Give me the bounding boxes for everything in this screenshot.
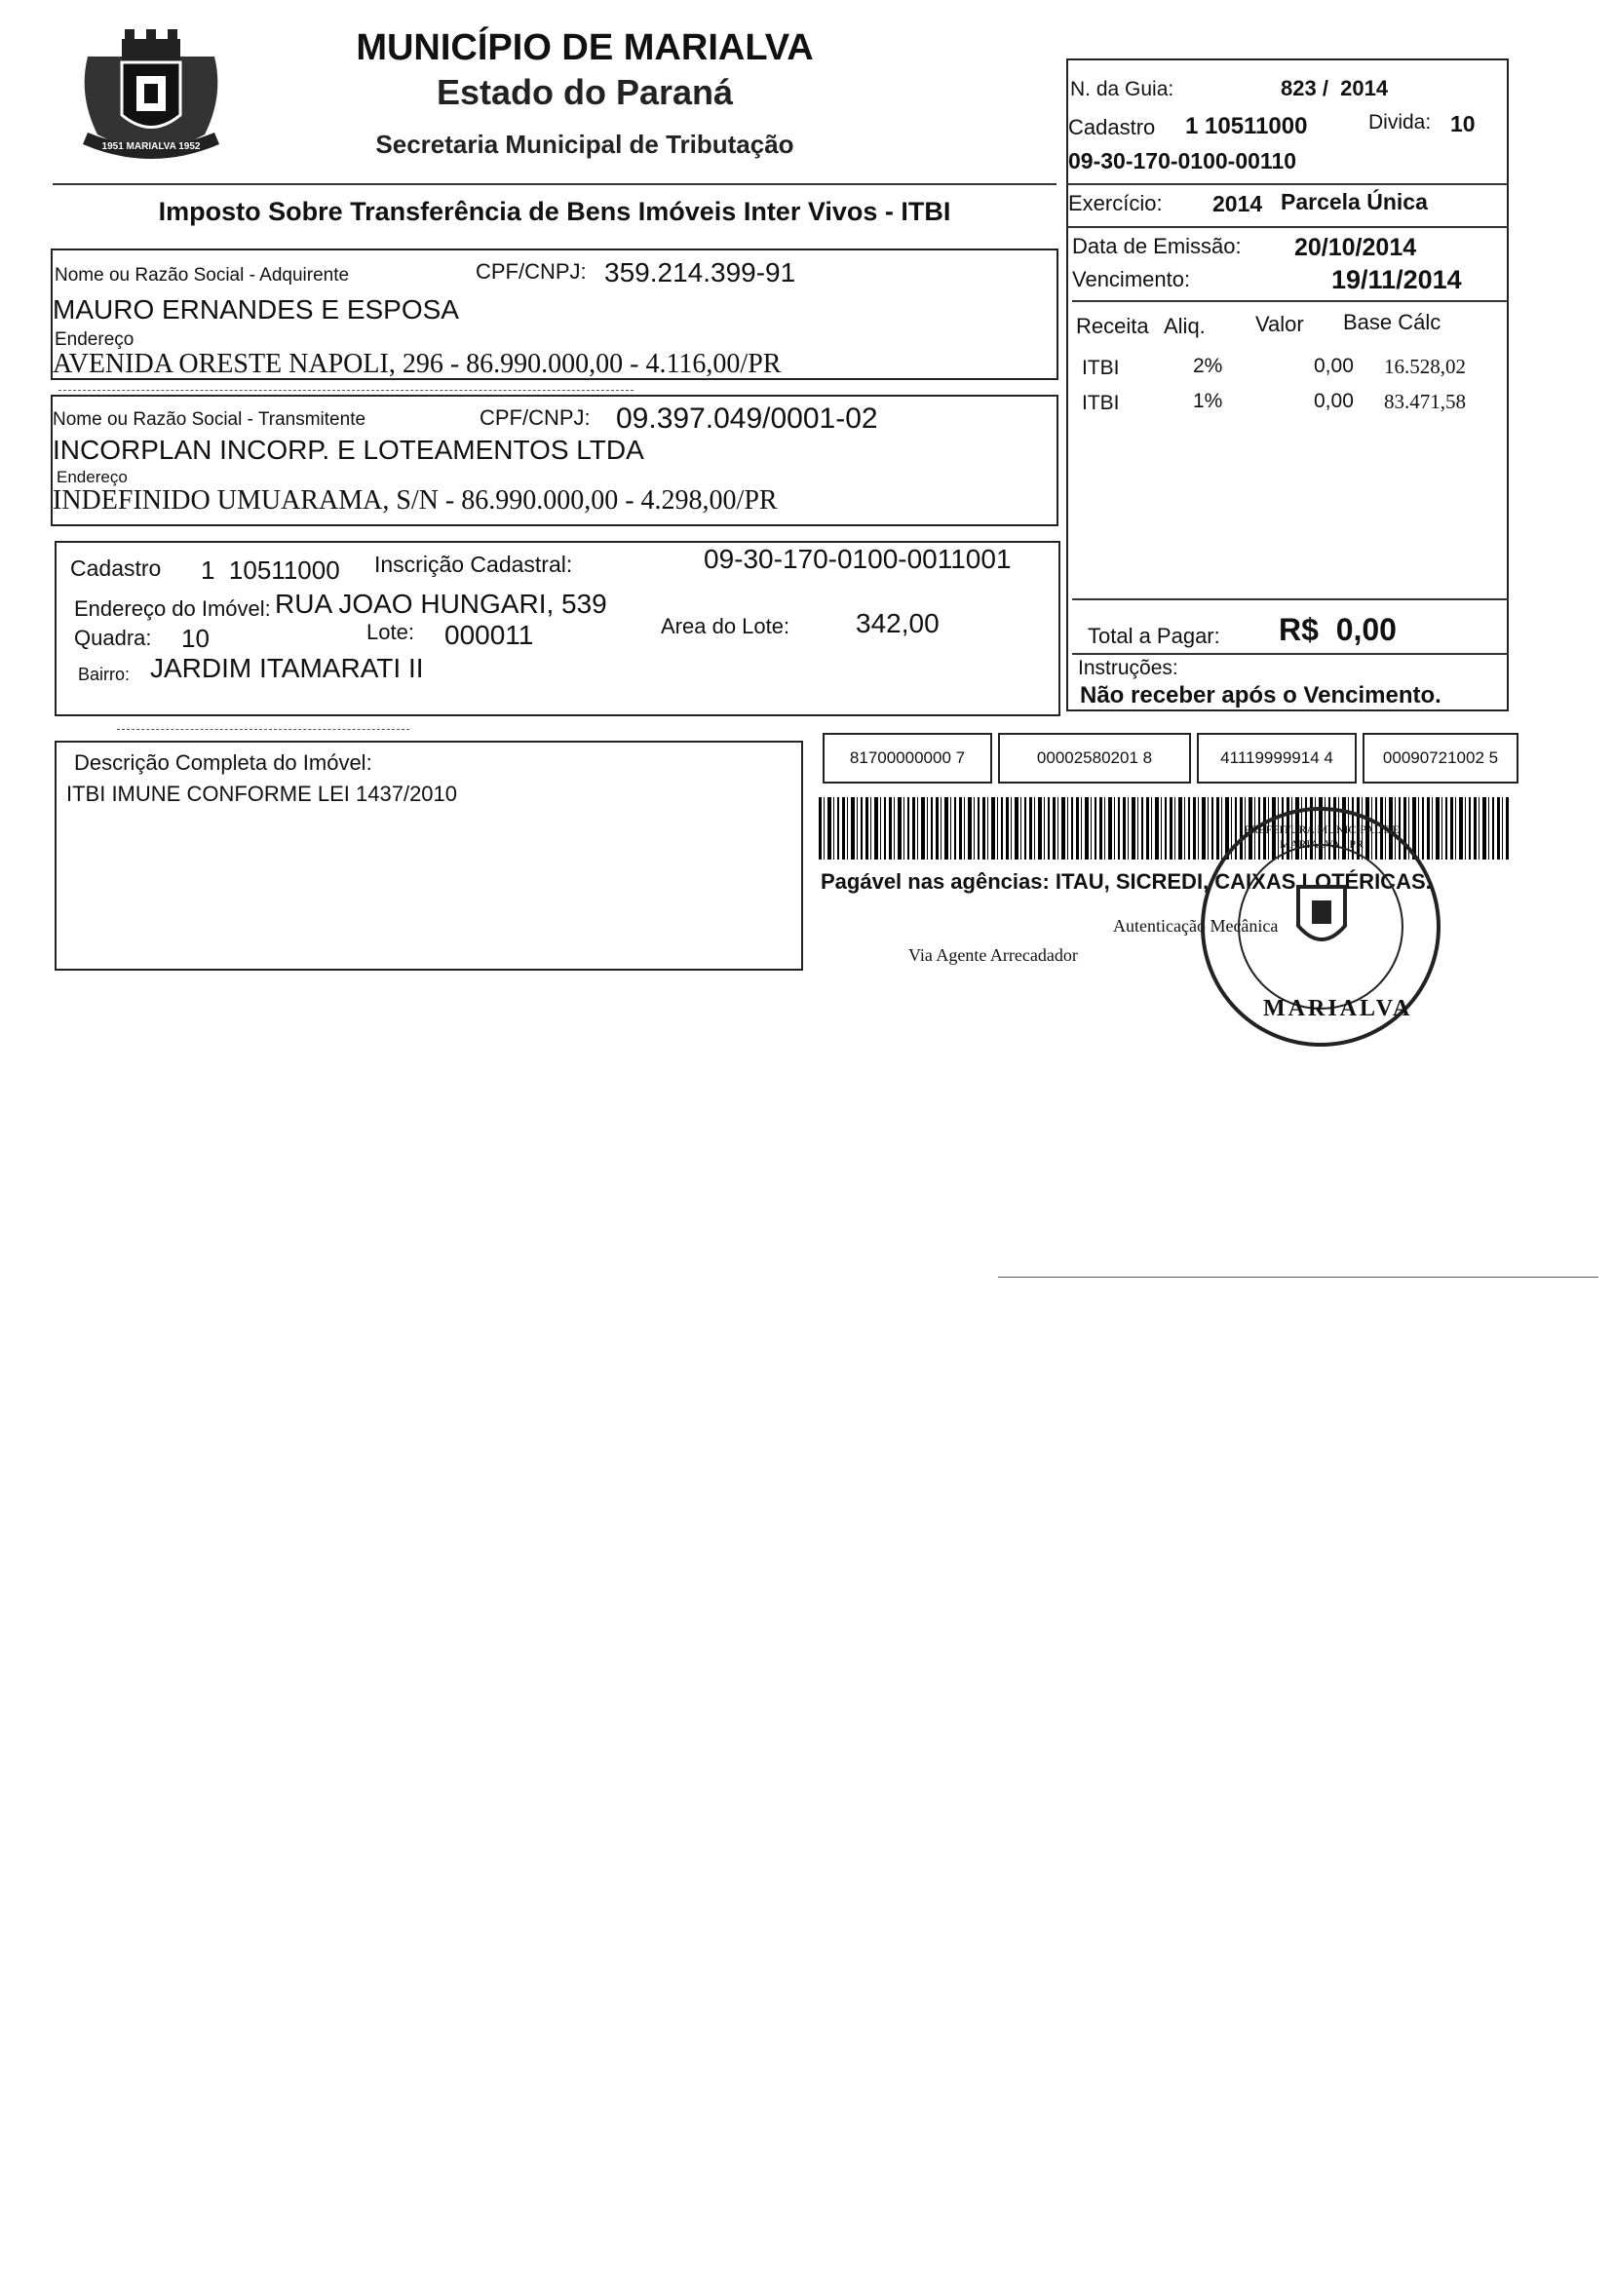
row-valor: 0,00 — [1314, 390, 1354, 412]
emissao-value: 20/10/2014 — [1294, 234, 1417, 261]
table-header-base: Base Cálc — [1343, 310, 1441, 334]
table-header-receita: Receita — [1076, 314, 1149, 338]
guide-cadastro-label: Cadastro — [1068, 115, 1156, 139]
stamp-crest-icon — [1290, 881, 1353, 959]
acquirer-address-label: Endereço — [55, 329, 134, 350]
header-rule — [53, 183, 1057, 185]
row-base: 83.471,58 — [1384, 390, 1466, 413]
crest-ribbon-text: 1951 MARIALVA 1952 — [101, 141, 201, 152]
department-title: Secretaria Municipal de Tributação — [375, 130, 794, 159]
tax-title: Imposto Sobre Transferência de Bens Imóveis Inter Vivos - ITBI — [158, 197, 951, 226]
payment-code: 81700000000 7 — [823, 733, 992, 784]
official-stamp — [1201, 807, 1441, 1047]
vencimento-value: 19/11/2014 — [1331, 265, 1462, 294]
property-inscricao: 09-30-170-0100-0011001 — [704, 544, 1012, 574]
payment-code: 00090721002 5 — [1363, 733, 1518, 784]
stray-line — [998, 1277, 1598, 1278]
property-inscricao-label: Inscrição Cadastral: — [374, 552, 573, 577]
guide-divider — [1066, 183, 1509, 185]
instr-label: Instruções: — [1078, 657, 1178, 679]
quadra-label: Quadra: — [74, 626, 152, 650]
guia-label: N. da Guia: — [1070, 78, 1174, 100]
row-base: 16.528,02 — [1384, 355, 1466, 378]
guide-inscricao: 09-30-170-0100-00110 — [1068, 148, 1297, 173]
acquirer-cpf-label: CPF/CNPJ: — [476, 259, 587, 284]
stamp-bottom-text: MARIALVA — [1263, 996, 1413, 1021]
divida-value: 10 — [1450, 111, 1476, 136]
transferor-cpf-label: CPF/CNPJ: — [480, 405, 591, 430]
bairro-label: Bairro: — [78, 665, 131, 684]
coat-of-arms — [68, 27, 234, 173]
description-text: ITBI IMUNE CONFORME LEI 1437/2010 — [66, 782, 458, 806]
row-receita: ITBI — [1082, 357, 1120, 379]
area-value: 342,00 — [856, 608, 940, 638]
row-valor: 0,00 — [1314, 355, 1354, 377]
authentication-label: Autenticação Mecânica — [1113, 916, 1279, 936]
acquirer-cpf: 359.214.399-91 — [604, 257, 796, 287]
municipality-title: MUNICÍPIO DE MARIALVA — [356, 27, 814, 68]
exercicio-value: 2014 — [1212, 191, 1263, 216]
transferor-address: INDEFINIDO UMUARAMA, S/N - 86.990.000,00 - 4.298,00/PR — [53, 485, 778, 516]
stamp-text: PREFEITURA MUNICIPAL DE MARIALVA - PR — [1244, 823, 1400, 851]
guide-cadastro: 1 10511000 — [1185, 113, 1308, 139]
row-aliq: 2% — [1193, 355, 1223, 377]
area-label: Area do Lote: — [661, 614, 790, 638]
row-receita: ITBI — [1082, 392, 1120, 414]
total-value: R$ 0,00 — [1279, 612, 1397, 647]
transferor-name: INCORPLAN INCORP. E LOTEAMENTOS LTDA — [53, 435, 644, 465]
property-cadastro: 1 10511000 — [201, 555, 340, 585]
guide-divider — [1072, 598, 1509, 600]
table-header-valor: Valor — [1255, 312, 1304, 336]
guide-divider — [1072, 300, 1509, 302]
guia-number: 823 / 2014 — [1281, 76, 1389, 100]
property-cadastro-label: Cadastro — [70, 555, 162, 581]
transferor-name-label: Nome ou Razão Social - Transmitente — [53, 409, 366, 430]
separator-dash — [58, 390, 634, 391]
bairro-value: JARDIM ITAMARATI II — [150, 653, 424, 683]
emissao-label: Data de Emissão: — [1072, 234, 1242, 258]
row-aliq: 1% — [1193, 390, 1223, 412]
acquirer-name-label: Nome ou Razão Social - Adquirente — [55, 265, 350, 286]
guide-divider — [1072, 653, 1509, 655]
property-address-label: Endereço do Imóvel: — [74, 596, 271, 621]
total-label: Total a Pagar: — [1088, 624, 1220, 648]
lote-label: Lote: — [366, 620, 414, 644]
state-title: Estado do Paraná — [436, 72, 734, 112]
transferor-cpf: 09.397.049/0001-02 — [616, 402, 878, 435]
parcela-value: Parcela Única — [1281, 189, 1428, 214]
table-header-aliq: Aliq. — [1164, 314, 1206, 338]
property-address: RUA JOAO HUNGARI, 539 — [275, 589, 607, 619]
description-label: Descrição Completa do Imóvel: — [74, 750, 372, 775]
vencimento-label: Vencimento: — [1072, 267, 1191, 291]
acquirer-address: AVENIDA ORESTE NAPOLI, 296 - 86.990.000,00 - 4.116,00/PR — [53, 349, 782, 379]
lote-value: 000011 — [444, 620, 534, 650]
guide-divider — [1066, 226, 1509, 228]
transferor-address-label: Endereço — [57, 468, 128, 486]
divida-label: Divida: — [1368, 111, 1432, 134]
separator-dash — [117, 729, 409, 730]
via-label: Via Agente Arrecadador — [908, 945, 1078, 965]
instr-text: Não receber após o Vencimento. — [1080, 682, 1441, 708]
quadra-value: 10 — [181, 624, 210, 653]
payment-code: 00002580201 8 — [998, 733, 1191, 784]
exercicio-label: Exercício: — [1068, 191, 1163, 215]
payable-at: Pagável nas agências: ITAU, SICREDI, CAIXAS LOTÉRICAS. — [821, 869, 1432, 894]
payment-code: 41119999914 4 — [1197, 733, 1357, 784]
acquirer-name: MAURO ERNANDES E ESPOSA — [53, 294, 459, 325]
